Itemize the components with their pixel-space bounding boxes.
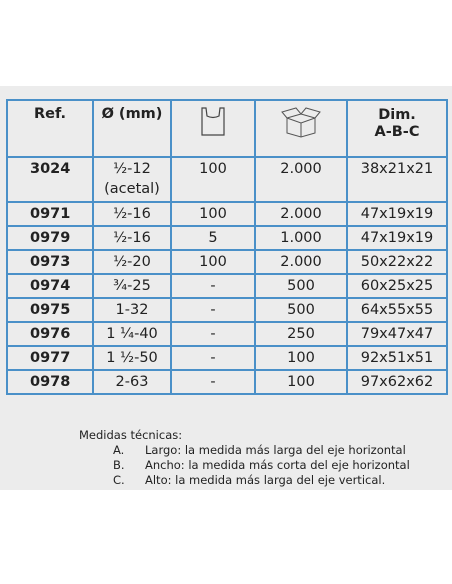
bag-icon (198, 106, 228, 138)
box-icon (281, 106, 321, 138)
cell-bag: - (171, 274, 255, 298)
cell-box: 250 (255, 322, 347, 346)
header-bag (171, 100, 255, 157)
cell-box: 1.000 (255, 226, 347, 250)
header-box (255, 100, 347, 157)
note-item (79, 473, 410, 488)
cell-bag: 100 (171, 157, 255, 202)
cell-dim: 50x22x22 (347, 250, 447, 274)
cell-box: 2.000 (255, 157, 347, 202)
cell-dim: 97x62x62 (347, 370, 447, 394)
header-row (7, 100, 447, 157)
cell-ref: 0976 (7, 322, 93, 346)
cell-bag: 100 (171, 202, 255, 226)
cell-diameter-value: ½-12 (113, 161, 151, 177)
cell-diameter: 1-32 (93, 298, 171, 322)
spec-table (6, 99, 448, 395)
header-diameter: Ø (mm) (93, 100, 171, 157)
cell-diameter: ½-16 (93, 226, 171, 250)
cell-bag: 100 (171, 250, 255, 274)
cell-bag: - (171, 298, 255, 322)
note-item (79, 458, 410, 473)
cell-ref: 3024 (7, 157, 93, 202)
cell-diameter: 1 ¼-40 (93, 322, 171, 346)
cell-dim: 64x55x55 (347, 298, 447, 322)
cell-ref: 0977 (7, 346, 93, 370)
cell-bag: - (171, 370, 255, 394)
note-text: Alto: la medida más larga del eje vertical. (145, 473, 386, 487)
table-row (7, 370, 447, 394)
note-letter: B. (113, 458, 125, 472)
table-row (7, 250, 447, 274)
cell-bag: - (171, 346, 255, 370)
cell-dim: 79x47x47 (347, 322, 447, 346)
cell-dim: 38x21x21 (347, 157, 447, 202)
technical-notes (79, 428, 410, 488)
header-dim-line2: A-B-C (374, 124, 420, 140)
note-text: Largo: la medida más larga del eje horizontal (145, 443, 406, 457)
header-dim-line1: Dim. (378, 107, 416, 123)
cell-dim: 92x51x51 (347, 346, 447, 370)
cell-ref: 0975 (7, 298, 93, 322)
note-letter: C. (113, 473, 125, 487)
header-ref: Ref. (7, 100, 93, 157)
cell-bag: - (171, 322, 255, 346)
cell-diameter (93, 157, 171, 202)
table-row (7, 157, 447, 202)
cell-ref: 0971 (7, 202, 93, 226)
table-row (7, 298, 447, 322)
cell-ref: 0978 (7, 370, 93, 394)
header-dimensions (347, 100, 447, 157)
cell-dim: 60x25x25 (347, 274, 447, 298)
table-row (7, 322, 447, 346)
cell-diameter: ¾-25 (93, 274, 171, 298)
table-row (7, 274, 447, 298)
cell-diameter-note: (acetal) (104, 181, 160, 197)
note-text: Ancho: la medida más corta del eje horizontal (145, 458, 410, 472)
cell-ref: 0974 (7, 274, 93, 298)
table-row (7, 226, 447, 250)
cell-bag: 5 (171, 226, 255, 250)
cell-box: 100 (255, 370, 347, 394)
cell-diameter: ½-20 (93, 250, 171, 274)
cell-dim: 47x19x19 (347, 202, 447, 226)
cell-ref: 0979 (7, 226, 93, 250)
cell-diameter: 1 ½-50 (93, 346, 171, 370)
cell-box: 2.000 (255, 250, 347, 274)
cell-box: 500 (255, 274, 347, 298)
cell-box: 500 (255, 298, 347, 322)
cell-box: 2.000 (255, 202, 347, 226)
cell-dim: 47x19x19 (347, 226, 447, 250)
note-letter: A. (113, 443, 125, 457)
cell-ref: 0973 (7, 250, 93, 274)
cell-box: 100 (255, 346, 347, 370)
table-row (7, 346, 447, 370)
note-item (79, 443, 410, 458)
notes-title: Medidas técnicas: (79, 428, 183, 442)
table-row (7, 202, 447, 226)
cell-diameter: ½-16 (93, 202, 171, 226)
cell-diameter: 2-63 (93, 370, 171, 394)
